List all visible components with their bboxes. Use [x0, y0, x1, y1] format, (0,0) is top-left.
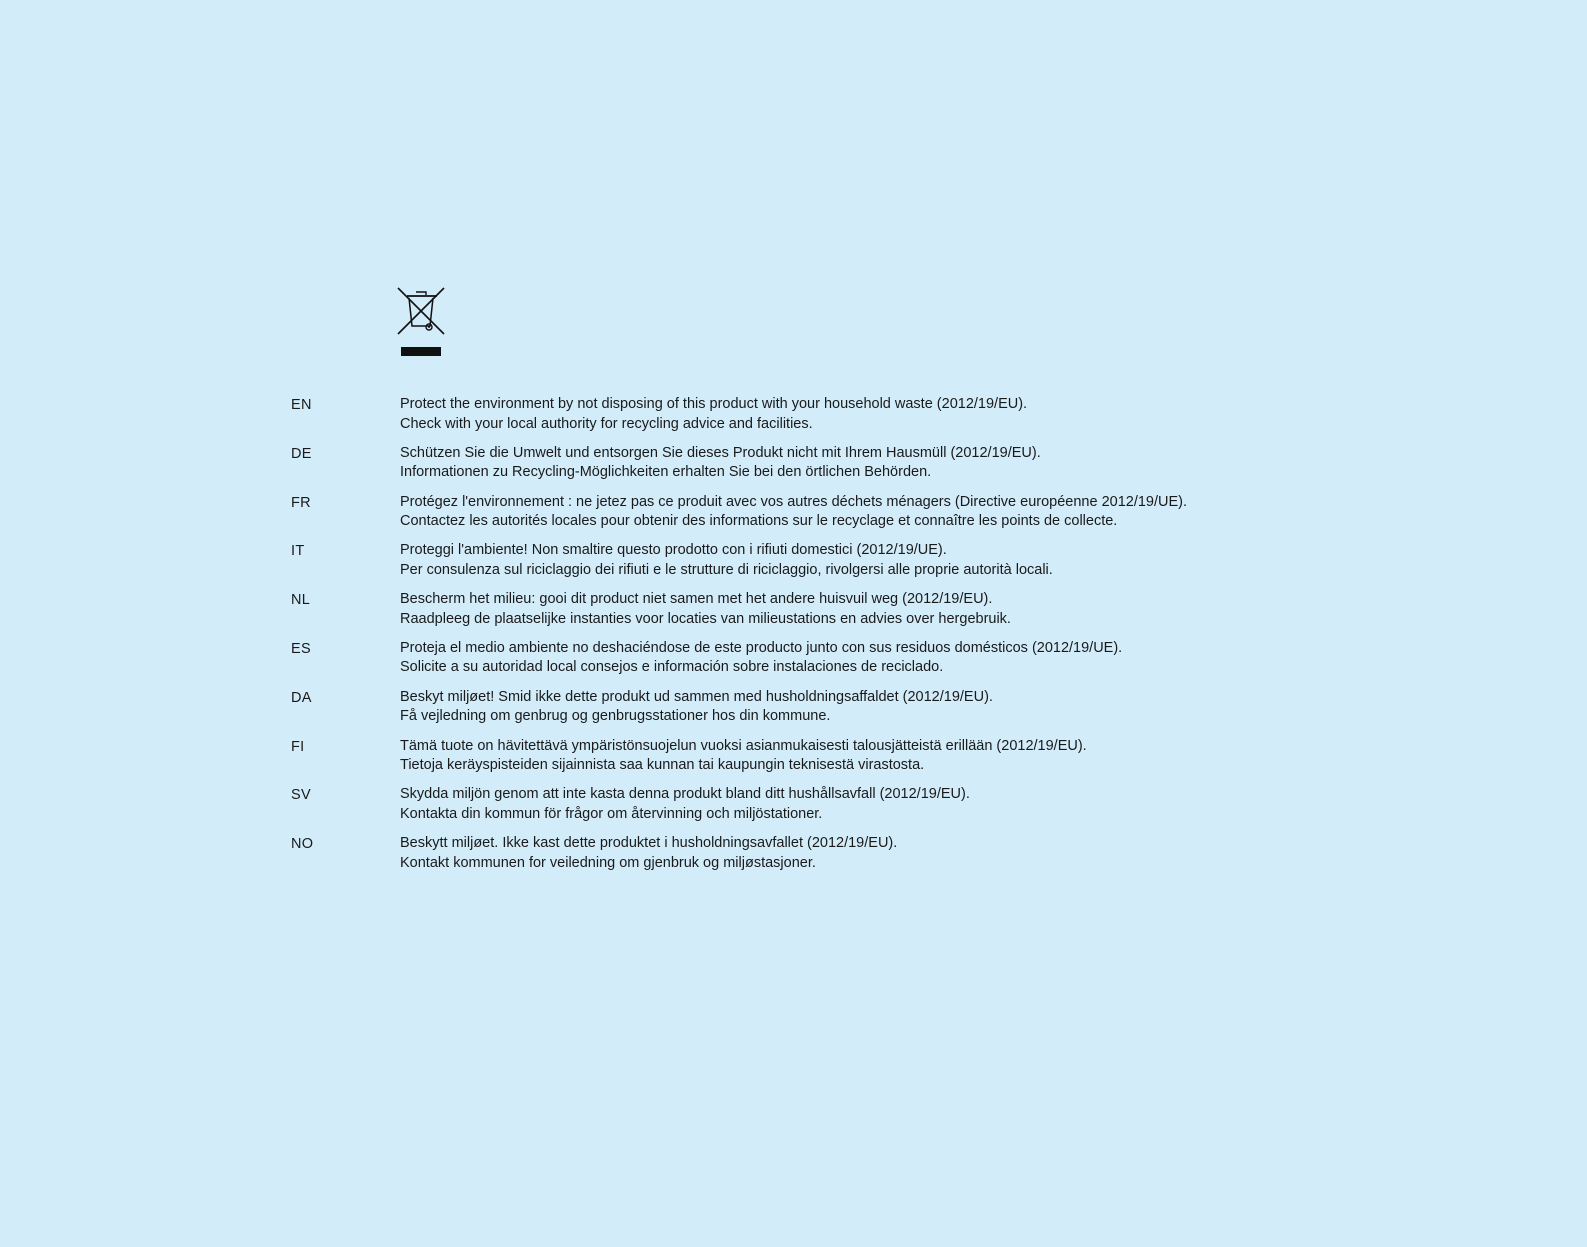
notice-line: Informationen zu Recycling-Möglichkeiten erhalten Sie bei den örtlichen Behörden. — [400, 464, 932, 481]
language-code: EN — [291, 397, 312, 413]
disposal-notices — [291, 395, 1371, 883]
notice-line: Tämä tuote on hävitettävä ympäristönsuojelun vuoksi asianmukaisesti talousjätteistä erillään (2012/19/EU). — [400, 737, 1087, 754]
notice-text — [400, 493, 1187, 532]
notice-sv — [291, 785, 1371, 834]
crossed-out-wheelie-bin-icon — [396, 286, 448, 358]
notice-text — [400, 688, 993, 727]
notice-line: Bescherm het milieu: gooi dit product niet samen met het andere huisvuil weg (2012/19/EU). — [400, 591, 993, 608]
notice-en — [291, 395, 1371, 444]
language-code: FI — [291, 738, 305, 755]
notice-de — [291, 444, 1371, 493]
notice-da — [291, 688, 1371, 737]
notice-nl — [291, 590, 1371, 639]
notice-no — [291, 834, 1371, 883]
language-code: DA — [291, 689, 312, 706]
notice-line: Tietoja keräyspisteiden sijainnista saa kunnan tai kaupungin teknisestä virastosta. — [400, 757, 925, 774]
language-code: IT — [291, 543, 305, 560]
notice-text — [400, 785, 970, 824]
notice-line: Proteggi l'ambiente! Non smaltire questo prodotto con i rifiuti domestici (2012/19/UE). — [400, 542, 947, 559]
notice-line: Protégez l'environnement : ne jetez pas ce produit avec vos autres déchets ménagers (Directive européenne 2012/19/UE). — [400, 493, 1188, 510]
notice-line: Per consulenza sul riciclaggio dei rifiuti e le strutture di riciclaggio, rivolgersi alle proprie autorità locali. — [400, 561, 1053, 578]
notice-text — [400, 834, 897, 873]
notice-text — [400, 541, 1053, 580]
notice-line: Schützen Sie die Umwelt und entsorgen Sie dieses Produkt nicht mit Ihrem Hausmüll (2012/19/EU). — [400, 444, 1041, 461]
notice-text — [400, 395, 1027, 434]
notice-text — [400, 737, 1087, 776]
notice-line: Beskytt miljøet. Ikke kast dette produktet i husholdningsavfallet (2012/19/EU). — [400, 835, 898, 852]
notice-line: Skydda miljön genom att inte kasta denna produkt bland ditt hushållsavfall (2012/19/EU). — [400, 786, 970, 803]
language-code: ES — [291, 640, 311, 657]
language-code: NL — [291, 592, 311, 609]
notice-es — [291, 639, 1371, 688]
notice-fr — [291, 493, 1371, 542]
notice-text — [400, 639, 1122, 678]
notice-line: Beskyt miljøet! Smid ikke dette produkt ud sammen med husholdningsaffaldet (2012/19/EU). — [400, 688, 993, 705]
notice-line: Kontakt kommunen for veiledning om gjenbruk og miljøstasjoner. — [400, 854, 816, 871]
notice-line: Solicite a su autoridad local consejos e información sobre instalaciones de reciclado. — [400, 659, 944, 676]
notice-line: Proteja el medio ambiente no deshaciéndose de este producto junto con sus residuos domésticos (2012/19/UE). — [400, 639, 1123, 656]
notice-line: Check with your local authority for recycling advice and facilities. — [400, 415, 813, 432]
notice-text — [400, 444, 1041, 483]
notice-line: Få vejledning om genbrug og genbrugsstationer hos din kommune. — [400, 708, 831, 725]
notice-line: Kontakta din kommun för frågor om återvinning och miljöstationer. — [400, 805, 823, 822]
language-code: NO — [291, 836, 314, 853]
notice-it — [291, 541, 1371, 590]
notice-text — [400, 590, 1011, 629]
language-code: SV — [291, 787, 311, 804]
language-code: FR — [291, 494, 311, 511]
notice-fi — [291, 737, 1371, 786]
notice-line: Raadpleeg de plaatselijke instanties voor locaties van milieustations en advies over hergebruik. — [400, 610, 1011, 627]
notice-line: Contactez les autorités locales pour obtenir des informations sur le recyclage et connaître les points de collecte. — [400, 513, 1118, 530]
notice-line: Protect the environment by not disposing of this product with your household waste (2012/19/EU). — [400, 396, 1028, 412]
language-code: DE — [291, 445, 312, 462]
